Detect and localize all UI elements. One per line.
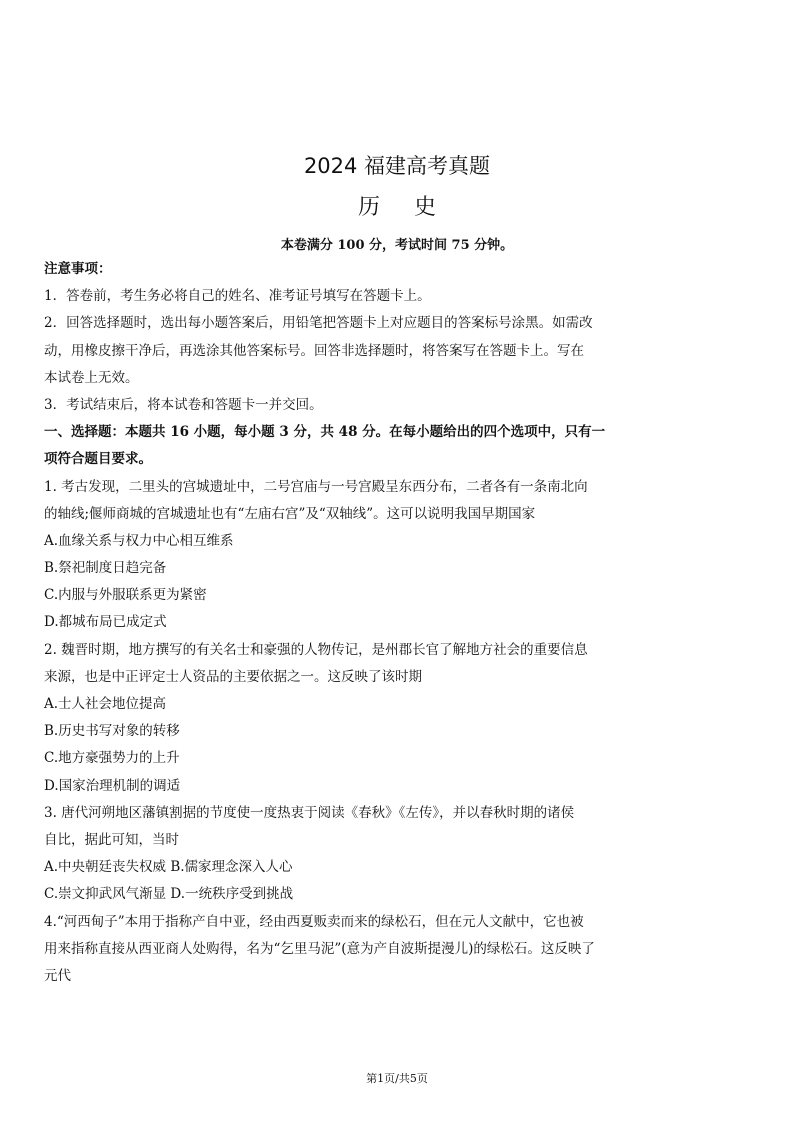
exam-content xyxy=(44,256,756,990)
section-heading: 项符合题目要求。 xyxy=(44,451,152,468)
question-4-stem: 4.“河西甸子”本用于指称产自中亚，经由西夏贩卖而来的绿松石，但在元人文献中，它也被 xyxy=(44,913,584,930)
notice-line: 3．考试结束后，将本试卷和答题卡一并交回。 xyxy=(44,396,323,413)
page-footer: 第1页/共5页 xyxy=(366,1072,428,1085)
notice-line: 本试卷上无效。 xyxy=(44,369,139,386)
question-2-option-c: C.地方豪强势力的上升 xyxy=(44,750,180,767)
question-3-options-cd: C.崇文抑武风气渐显 D.一统秩序受到挑战 xyxy=(44,886,294,903)
subject-char-1: 历 xyxy=(357,195,380,220)
question-2-stem: 来源，也是中正评定士人资品的主要依据之一。这反映了该时期 xyxy=(44,668,422,685)
document-title: 2024 福建高考真题 xyxy=(303,154,491,178)
subject-heading xyxy=(0,190,794,221)
question-2-stem: 2. 魏晋时期，地方撰写的有关名士和豪强的人物传记，是州郡长官了解地方社会的重要信息 xyxy=(44,641,588,658)
question-3-stem: 3. 唐代河朔地区藩镇割据的节度使一度热衷于阅读《春秋》《左传》，并以春秋时期的诸侯 xyxy=(44,804,575,821)
question-4-stem: 元代 xyxy=(44,967,71,984)
question-1-option-d: D.都城布局已成定式 xyxy=(44,614,167,631)
question-2-option-d: D.国家治理机制的调适 xyxy=(44,777,181,794)
notice-line: 1．答卷前，考生务必将自己的姓名、准考证号填写在答题卡上。 xyxy=(44,288,431,305)
exam-summary: 本卷满分 100 分，考试时间 75 分钟。 xyxy=(280,238,514,253)
question-4-stem: 用来指称直接从西亚商人处购得，名为“乞里马泥”(意为产自波斯提漫儿)的绿松石。这反映了 xyxy=(44,940,595,957)
question-3-stem: 自比，据此可知，当时 xyxy=(44,831,179,848)
notice-heading: 注意事项： xyxy=(44,261,112,277)
subject-char-2: 史 xyxy=(414,195,437,220)
question-1-option-b: B.祭祀制度日趋完备 xyxy=(44,560,167,577)
question-1-stem: 1. 考古发现，二里头的宫城遗址中，二号宫庙与一号宫殿呈东西分布，二者各有一条南北向 xyxy=(44,478,588,495)
question-2-option-a: A.士人社会地位提高 xyxy=(44,696,167,712)
section-heading: 一、选择题：本题共 16 小题，每小题 3 分，共 48 分。在每小题给出的四个选项中，只有一 xyxy=(44,424,606,441)
question-1-option-c: C.内服与外服联系更为紧密 xyxy=(44,587,207,604)
notice-line: 动，用橡皮擦干净后，再选涂其他答案标号。回答非选择题时，将答案写在答题卡上。写在 xyxy=(44,342,584,359)
question-1-stem: 的轴线;偃师商城的宫城遗址也有“左庙右宫”及“双轴线”。这可以说明我国早期国家 xyxy=(44,505,536,522)
question-1-option-a: A.血缘关系与权力中心相互维系 xyxy=(44,532,234,549)
question-3-options-ab: A.中央朝廷丧失权威 B.儒家理念深入人心 xyxy=(44,859,293,876)
notice-line: 2．回答选择题时，选出每小题答案后，用铅笔把答题卡上对应题目的答案标号涂黑。如需改 xyxy=(44,315,593,332)
question-2-option-b: B.历史书写对象的转移 xyxy=(44,723,180,740)
